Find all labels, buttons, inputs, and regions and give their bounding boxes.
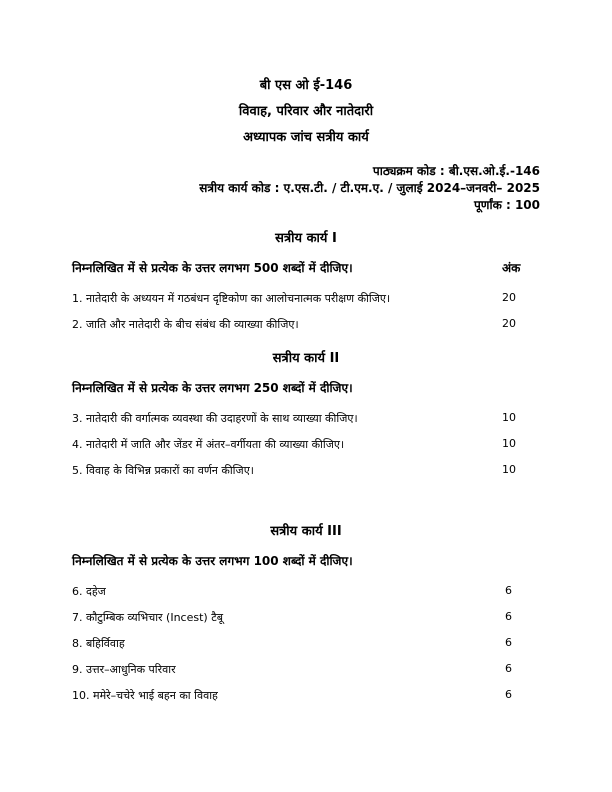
question-3-marks: 10: [502, 411, 516, 424]
question-5-marks: 10: [502, 463, 516, 476]
question-9-marks: 6: [505, 662, 512, 675]
question-8: 8. बहिर्विवाह: [72, 637, 125, 650]
assignment-code: सत्रीय कार्य कोड : ए.एस.टी. / टी.एम.ए. / जुलाई 2024–जनवरी– 2025: [199, 181, 540, 195]
course-code: बी एस ओ ई-146: [259, 78, 353, 93]
course-title: विवाह, परिवार और नातेदारी: [238, 104, 374, 119]
question-2: 2. जाति और नातेदारी के बीच संबंध की व्याख्या कीजिए।: [72, 318, 299, 331]
question-4-marks: 10: [502, 437, 516, 450]
section-1-title: सत्रीय कार्य I: [275, 231, 337, 246]
question-1: 1. नातेदारी के अध्ययन में गठबंधन दृष्टिकोण का आलोचनात्मक परीक्षण कीजिए।: [72, 292, 391, 305]
question-10: 10. ममेरे–चचेरे भाई बहन का विवाह: [72, 689, 218, 702]
section-2-title: सत्रीय कार्य II: [272, 351, 340, 366]
question-6-marks: 6: [505, 584, 512, 597]
question-2-marks: 20: [502, 317, 516, 330]
section-1-instruction: निम्नलिखित में से प्रत्येक के उत्तर लगभग 500 शब्दों में दीजिए।: [72, 261, 353, 275]
question-10-marks: 6: [505, 688, 512, 701]
max-marks: पूर्णांक : 100: [473, 198, 540, 212]
marks-heading: अंक: [502, 261, 521, 275]
question-7: 7. कौटुम्बिक व्यभिचार (Incest) टैबू: [72, 611, 224, 624]
section-3-instruction: निम्नलिखित में से प्रत्येक के उत्तर लगभग 100 शब्दों में दीजिए।: [72, 554, 353, 568]
section-3-title: सत्रीय कार्य III: [270, 524, 342, 539]
question-5: 5. विवाह के विभिन्न प्रकारों का वर्णन कीजिए।: [72, 464, 254, 477]
question-9: 9. उत्तर–आधुनिक परिवार: [72, 663, 176, 676]
question-6: 6. दहेज: [72, 585, 106, 598]
question-8-marks: 6: [505, 636, 512, 649]
question-4: 4. नातेदारी में जाति और जेंडर में अंतर–वर्गीयता की व्याख्या कीजिए।: [72, 438, 345, 451]
section-2-instruction: निम्नलिखित में से प्रत्येक के उत्तर लगभग 250 शब्दों में दीजिए।: [72, 381, 353, 395]
assignment-type: अध्यापक जांच सत्रीय कार्य: [243, 130, 369, 145]
programme-code: पाठ्यक्रम कोड : बी.एस.ओ.ई.-146: [372, 164, 540, 178]
question-7-marks: 6: [505, 610, 512, 623]
question-3: 3. नातेदारी की वर्गात्मक व्यवस्था की उदाहरणों के साथ व्याख्या कीजिए।: [72, 412, 358, 425]
question-1-marks: 20: [502, 291, 516, 304]
